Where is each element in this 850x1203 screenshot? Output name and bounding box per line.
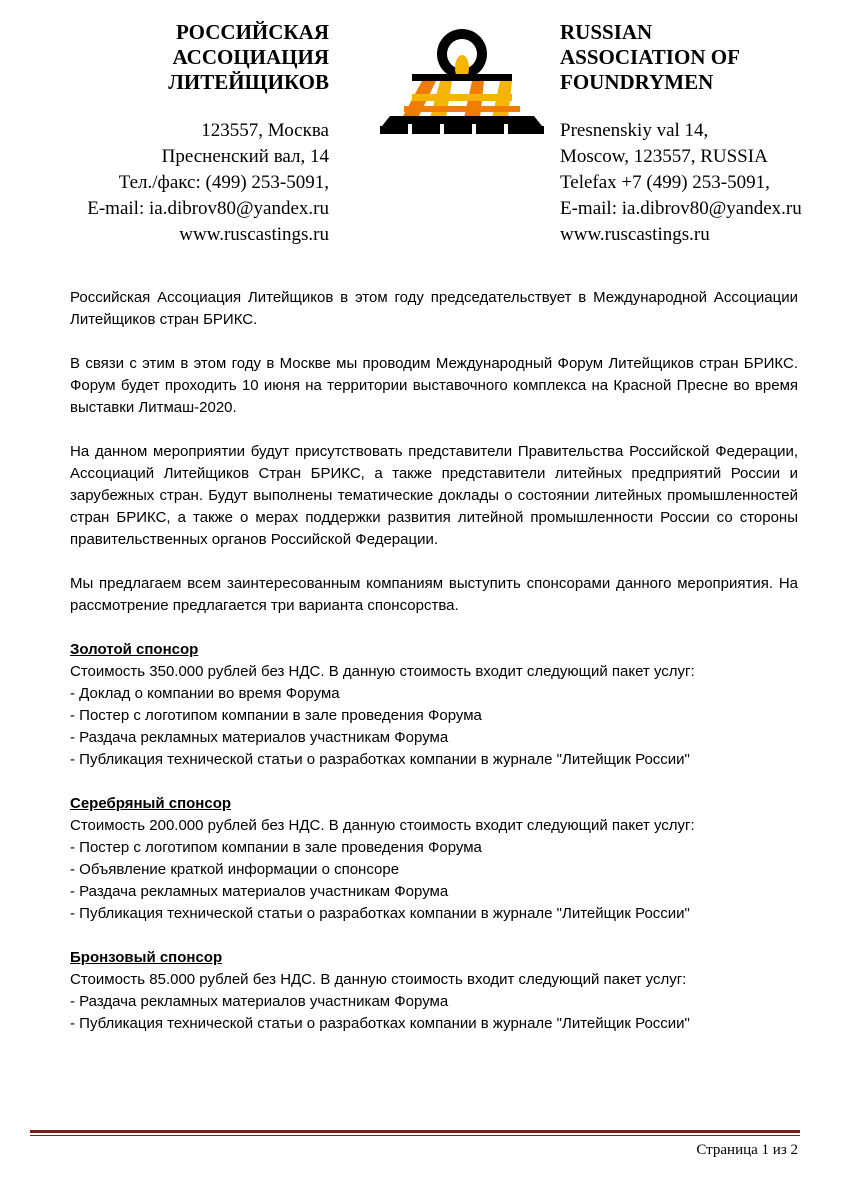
list-item: - Публикация технической статьи о разработках компании в журнале "Литейщик России" (70, 905, 690, 922)
sponsor-bronze-title: Бронзовый спонсор (70, 949, 223, 966)
ru-street-address: Пресненский вал, 14 (161, 146, 329, 167)
en-street-address: Presnenskiy val 14, (560, 120, 709, 141)
list-item: - Раздача рекламных материалов участникам Форума (70, 883, 449, 900)
list-item: - Постер с логотипом компании в зале проведения Форума (70, 707, 482, 724)
en-telefax: Telefax +7 (499) 253-5091, (560, 172, 770, 193)
sponsor-gold-title: Золотой спонсор (70, 641, 199, 658)
en-name-line-1: RUSSIAN (560, 20, 653, 44)
sponsor-silver-section (70, 793, 798, 925)
list-item: - Публикация технической статьи о разработках компании в журнале "Литейщик России" (70, 1015, 690, 1032)
ru-phone-fax: Тел./факс: (499) 253-5091, (118, 172, 329, 193)
ru-name-line-3: ЛИТЕЙЩИКОВ (168, 70, 329, 94)
en-city-country: Moscow, 123557, RUSSIA (560, 146, 768, 167)
en-website: www.ruscastings.ru (560, 224, 710, 245)
en-organization-name (560, 20, 740, 95)
ru-email: E-mail: ia.dibrov80@yandex.ru (87, 198, 329, 219)
list-item: - Постер с логотипом компании в зале проведения Форума (70, 839, 482, 856)
ru-postal-city: 123557, Москва (201, 120, 329, 141)
paragraph-participants: На данном мероприятии будут присутствовать представители Правительства Российской Федерации, Ассоциаций Литейщиков Стран БРИКС, а также представители литейных предприятий России и зарубежных стран. Будут выполнены тематические доклады о состоянии литейных промышленностей стран БРИКС, а также о мерах поддержки развития литейной промышленности России со стороны правительственных органов Российской Федерации. (70, 443, 798, 548)
sponsor-gold-section (70, 639, 798, 771)
page-number: Страница 1 из 2 (696, 1142, 798, 1158)
en-name-line-2: ASSOCIATION OF (560, 45, 740, 69)
footer-divider-thin (30, 1135, 800, 1136)
ru-name-line-2: АССОЦИАЦИЯ (172, 45, 329, 69)
list-item: - Публикация технической статьи о разработках компании в журнале "Литейщик России" (70, 751, 690, 768)
sponsor-silver-title: Серебряный спонсор (70, 795, 232, 812)
list-item: - Доклад о компании во время Форума (70, 685, 340, 702)
paragraph-sponsorship-offer: Мы предлагаем всем заинтересованным компаниям выступить спонсорами данного мероприятия. На рассмотрение предлагается три варианта спонсорства. (70, 575, 798, 614)
paragraph-forum-announcement: В связи с этим в этом году в Москве мы проводим Международный Форум Литейщиков стран БРИКС. Форум будет проходить 10 июня на территории выставочного комплекса на Красной Пресне во время выставки Литмаш-2020. (70, 355, 798, 416)
ru-name-line-1: РОССИЙСКАЯ (175, 20, 329, 44)
ru-organization-name (168, 20, 329, 95)
en-contact-block (560, 118, 802, 248)
en-name-line-3: FOUNDRYMEN (560, 70, 714, 94)
en-email: E-mail: ia.dibrov80@yandex.ru (560, 198, 802, 219)
letter-body (70, 287, 798, 1057)
sponsor-bronze-section (70, 947, 798, 1035)
footer-divider-thick (30, 1130, 800, 1133)
ru-website: www.ruscastings.ru (179, 224, 329, 245)
sponsor-bronze-cost: Стоимость 85.000 рублей без НДС. В данную стоимость входит следующий пакет услуг: (70, 971, 687, 988)
paragraph-chairmanship: Российская Ассоциация Литейщиков в этом году председательствует в Международной Ассоциации Литейщиков стран БРИКС. (70, 289, 798, 328)
sponsor-silver-cost: Стоимость 200.000 рублей без НДС. В данную стоимость входит следующий пакет услуг: (70, 817, 695, 834)
sponsor-gold-cost: Стоимость 350.000 рублей без НДС. В данную стоимость входит следующий пакет услуг: (70, 663, 695, 680)
list-item: - Объявление краткой информации о спонсоре (70, 861, 400, 878)
list-item: - Раздача рекламных материалов участникам Форума (70, 993, 449, 1010)
foundry-ladle-logo-icon (378, 26, 548, 136)
list-item: - Раздача рекламных материалов участникам Форума (70, 729, 449, 746)
ru-contact-block (87, 118, 329, 248)
